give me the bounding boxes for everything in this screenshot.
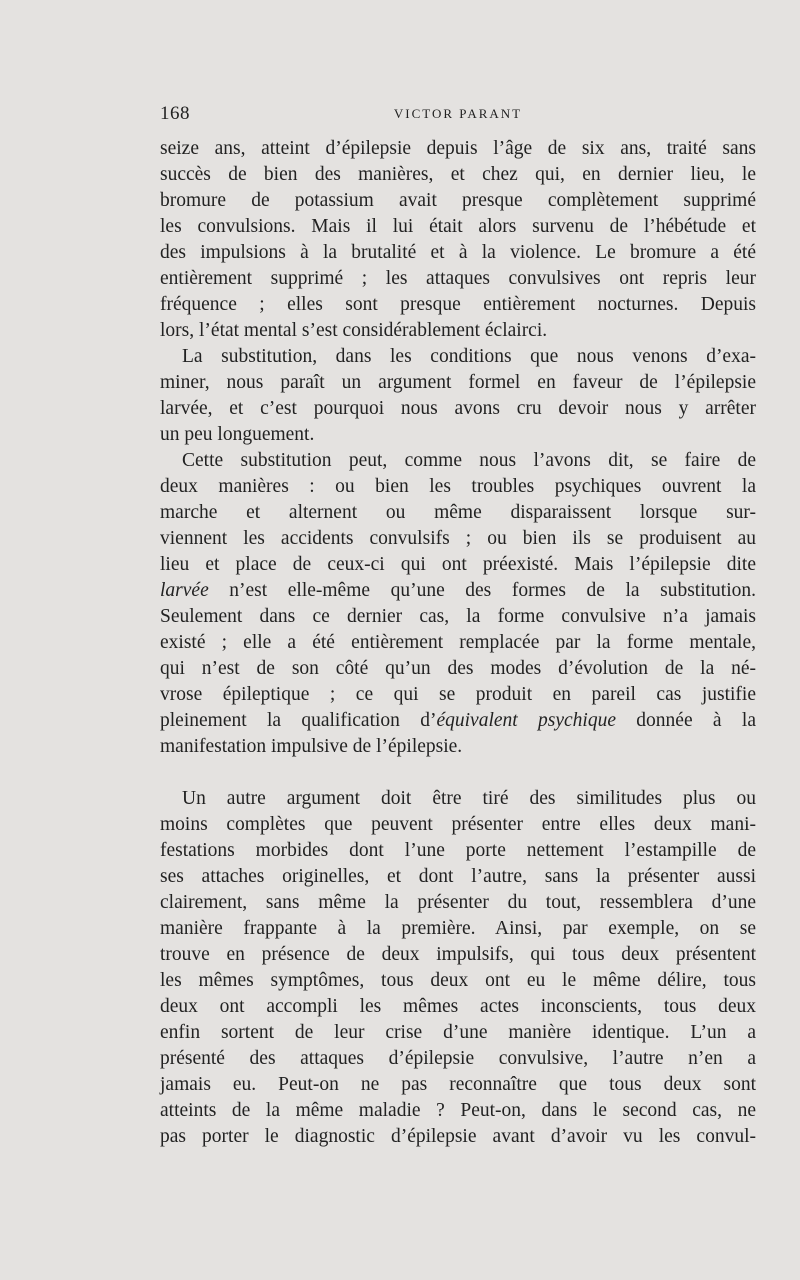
italic-term-equivalent-psychique: équivalent psychique — [436, 710, 616, 731]
text-line: succès de bien des manières, et chez qui, en dernier lieu, le — [160, 164, 756, 185]
text-line: larvée, et c’est pourquoi nous avons cru devoir nous y arrêter — [160, 398, 756, 419]
text-line: trouve en présence de deux impulsifs, qui tous deux présentent — [160, 944, 756, 965]
text-line: présenté des attaques d’épilepsie convulsive, l’autre n’en a — [160, 1048, 756, 1069]
running-head: VICTOR PARANT — [393, 106, 523, 121]
text-line: moins complètes que peuvent présenter entre elles deux mani- — [160, 814, 756, 835]
text-line: pas porter le diagnostic d’épilepsie avant d’avoir vu les convul- — [160, 1126, 756, 1147]
text-line: lors, l’état mental s’est considérablement éclairci. — [160, 320, 548, 341]
text-line: entièrement supprimé ; les attaques convulsives ont repris leur — [160, 268, 756, 289]
text-line: enfin sortent de leur crise d’une manière identique. L’un a — [160, 1022, 756, 1043]
text-line: atteints de la même maladie ? Peut-on, dans le second cas, ne — [160, 1100, 756, 1121]
section-break — [160, 760, 756, 786]
text-line: seize ans, atteint d’épilepsie depuis l’âge de six ans, traité sans — [160, 138, 756, 159]
text-line: fréquence ; elles sont presque entièrement nocturnes. Depuis — [160, 294, 756, 315]
page-number: 168 — [160, 103, 190, 124]
text-line — [160, 578, 756, 604]
text-line: existé ; elle a été entièrement remplacée par la forme mentale, — [160, 632, 756, 653]
text-line: deux manières : ou bien les troubles psychiques ouvrent la — [160, 476, 756, 497]
text-line: jamais eu. Peut-on ne pas reconnaître que tous deux sont — [160, 1074, 756, 1095]
text-line: un peu longuement. — [160, 424, 315, 445]
text-line: clairement, sans même la présenter du tout, ressemblera d’une — [160, 892, 756, 913]
text-line: bromure de potassium avait presque complètement supprimé — [160, 190, 756, 211]
text-line: qui n’est de son côté qu’un des modes d’évolution de la né- — [160, 658, 756, 679]
text-line: lieu et place de ceux-ci qui ont préexisté. Mais l’épilepsie dite — [160, 554, 756, 575]
paragraph-3 — [160, 448, 756, 760]
body-text — [160, 136, 756, 1150]
text-line: les convulsions. Mais il lui était alors survenu de l’hébétude et — [160, 216, 756, 237]
text-segment: n’est elle-même qu’une des formes de la substitution. — [208, 580, 756, 601]
paragraph-4 — [160, 786, 756, 1150]
text-line: ses attaches originelles, et dont l’autre, sans la présenter aussi — [160, 866, 756, 887]
paragraph-2 — [160, 344, 756, 448]
text-line: Seulement dans ce dernier cas, la forme convulsive n’a jamais — [160, 606, 756, 627]
text-line: miner, nous paraît un argument formel en faveur de l’épilepsie — [160, 372, 756, 393]
text-line: Cette substitution peut, comme nous l’avons dit, se faire de — [182, 450, 756, 471]
text-segment: pleinement la qualification d’ — [160, 710, 437, 731]
text-line: vrose épileptique ; ce qui se produit en pareil cas justifie — [160, 684, 756, 705]
text-line: marche et alternent ou même disparaissent lorsque sur- — [160, 502, 756, 523]
text-line: deux ont accompli les mêmes actes inconscients, tous deux — [160, 996, 756, 1017]
italic-term-larvee: larvée — [160, 580, 209, 601]
text-line: des impulsions à la brutalité et à la violence. Le bromure a été — [160, 242, 756, 263]
text-line: Un autre argument doit être tiré des similitudes plus ou — [182, 788, 756, 809]
text-line: les mêmes symptômes, tous deux ont eu le même délire, tous — [160, 970, 756, 991]
page-header — [160, 103, 756, 127]
text-line: manifestation impulsive de l’épilepsie. — [160, 736, 463, 757]
text-line: La substitution, dans les conditions que nous venons d’exa- — [182, 346, 756, 367]
text-segment: donnée à la — [615, 710, 756, 731]
text-line: manière frappante à la première. Ainsi, par exemple, on se — [160, 918, 756, 939]
text-line: viennent les accidents convulsifs ; ou bien ils se produisent au — [160, 528, 756, 549]
text-line: festations morbides dont l’une porte nettement l’estampille de — [160, 840, 756, 861]
paragraph-1 — [160, 136, 756, 344]
text-line — [160, 708, 756, 734]
